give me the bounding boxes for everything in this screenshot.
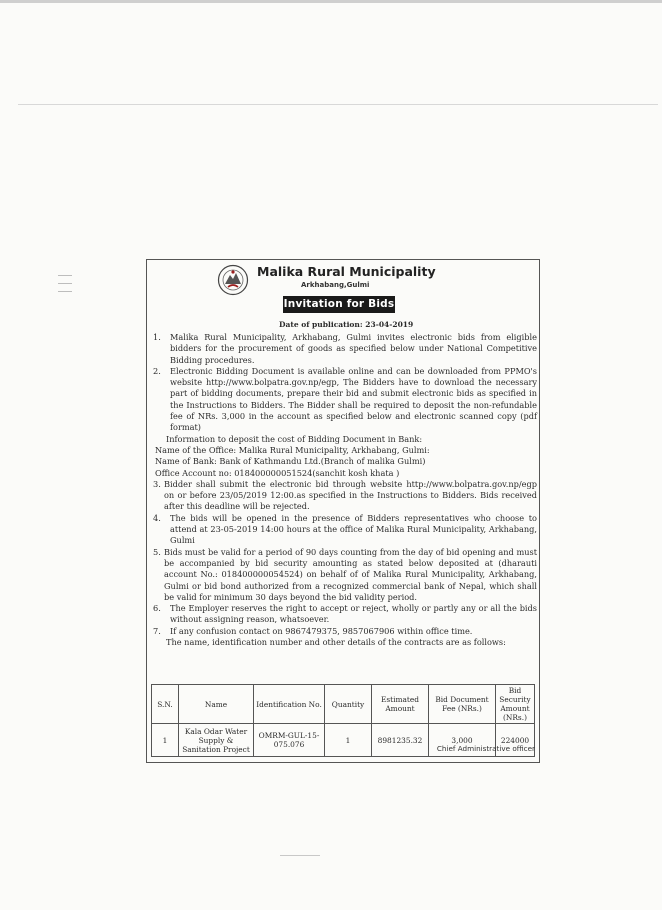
table-cell: 224000 [496, 724, 535, 757]
clause-number: 7. [153, 625, 161, 636]
clause-number: 2. [153, 365, 161, 376]
scan-artifact-line [18, 104, 658, 105]
column-header: Bid Document Fee (NRs.) [429, 685, 496, 724]
clause-3 [153, 479, 537, 513]
clause-number: 1. [153, 332, 161, 342]
scan-bottom-mark [280, 855, 320, 856]
table-cell: 3,000 [429, 724, 496, 757]
clause-number: 6. [153, 603, 161, 614]
publication-date: Date of publication: 23-04-2019 [279, 320, 414, 329]
account-number-line: Office Account no: 018400000051524(sanchit kosh khata ) [155, 467, 400, 478]
column-header: Name [179, 685, 254, 724]
clause-text: The bids will be opened in the presence of Bidders representatives who choose to attend at 23-05-2019 14:00 hours at the office of Malika Rural Municipality, Arkhabang, Gulmi [170, 512, 537, 546]
office-name-line: Name of the Office: Malika Rural Municipality, Arkhabang, Gulmi: [155, 444, 430, 455]
table-cell: 1 [152, 724, 179, 757]
column-header: Quantity [325, 685, 372, 724]
clause-2 [153, 366, 537, 434]
table-cell: Kala Odar Water Supply & Sanitation Project [179, 724, 254, 757]
clause-text: Malika Rural Municipality, Arkhabang, Gulmi invites electronic bids from eligible bidders for the procurement of goods as specified below under National Competitive Bidding procedures. [170, 332, 537, 365]
clause-text: The Employer reserves the right to accept or reject, wholly or partly any or all the bids without assigning reason, whatsoever. [170, 603, 537, 625]
clause-4 [153, 513, 537, 547]
clause-text: Bids must be valid for a period of 90 days counting from the day of bid opening and must be accompanied by bid security amounting as stated below deposited at (dharauti account No.: 018400000054524) on behalf of of Malika Rural Municipality, Arkhabang, Gulmi or bid bond authorized from a recognized commercial bank of Nepal, which shall be valid for minimum 30 days beyond the bid validity period. [164, 546, 537, 602]
clause-text: Electronic Bidding Document is available online and can be downloaded from PPMO's website http://www.bolpatra.gov.np/egp, The Bidders have to download the necessary part of bidding documents, prepare their bid and submit electronic bids as specified in the Instructions to Bidders. The Bidder shall be required to deposit the non-refundable fee of NRs. 3,000 in the account as specified below and electronic scanned copy (pdf format) [170, 365, 537, 433]
table-cell: 1 [325, 724, 372, 757]
column-header: S.N. [152, 685, 179, 724]
column-header: Identification No. [254, 685, 325, 724]
table-cell: OMRM-GUL-15-075.076 [254, 724, 325, 757]
clause-1 [153, 332, 537, 366]
column-header: Estimated Amount [372, 685, 429, 724]
clause-text: Bidder shall submit the electronic bid through website http://www.bolpatra.gov.np/egp on or before 23/05/2019 12:00.as specified in the Instructions to Bidders. Bids received after this deadline will be rejected. [164, 478, 537, 512]
bid-notice [146, 259, 540, 763]
clause-number: 4. [153, 512, 161, 523]
clause-6 [153, 603, 537, 626]
scan-margin-marks [58, 268, 72, 308]
clause-5 [153, 547, 537, 603]
scan-top-edge [0, 0, 662, 3]
bank-info-heading: Information to deposit the cost of Bidding Document in Bank: [166, 433, 423, 444]
table-intro: The name, identification number and other details of the contracts are as follows: [166, 637, 506, 648]
clause-number: 3. [153, 478, 161, 489]
bank-name-line: Name of Bank: Bank of Kathmandu Ltd.(Branch of malika Gulmi) [155, 456, 426, 467]
signatory-title: Chief Administrative officer [436, 744, 535, 753]
municipality-emblem-icon [217, 264, 249, 296]
clause-text: If any confusion contact on 9867479375, 9857067906 within office time. [170, 625, 473, 636]
table-header-row [152, 685, 535, 724]
table-cell: 8981235.32 [372, 724, 429, 757]
organization-name: Malika Rural Municipality [257, 264, 436, 279]
notice-title-banner: Invitation for Bids [283, 296, 395, 313]
clause-number: 5. [153, 546, 161, 557]
notice-body [153, 332, 537, 648]
column-header: Bid Security Amount (NRs.) [496, 685, 535, 724]
organization-address: Arkhabang,Gulmi [301, 281, 370, 289]
clause-7 [153, 626, 537, 637]
